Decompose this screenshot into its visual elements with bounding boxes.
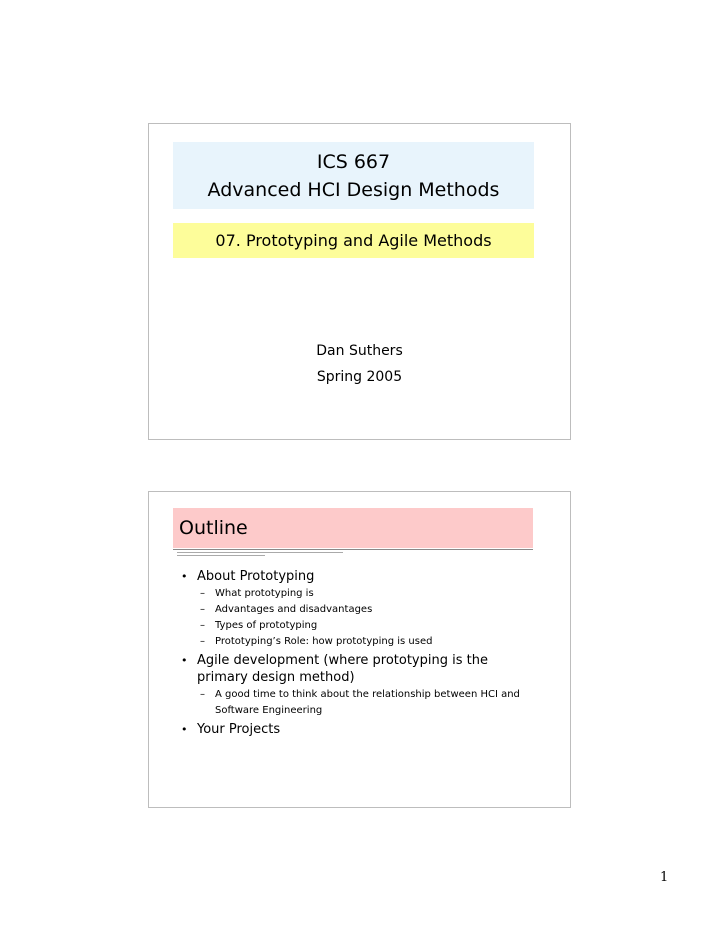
title-rule: [173, 549, 533, 550]
sub-list-item: – A good time to think about the relationship between HCI and Software Engineering: [197, 687, 535, 719]
list-item-text: Your Projects: [197, 722, 281, 737]
slide-title: [148, 123, 571, 440]
page-number: 1: [660, 870, 669, 885]
sub-list-item: – Prototyping’s Role: how prototyping is used: [197, 634, 535, 650]
term: Spring 2005: [316, 369, 403, 385]
list-item: [175, 568, 535, 650]
sub-list-item: – Types of prototyping: [197, 618, 535, 634]
list-item: [175, 652, 535, 719]
course-title: Advanced HCI Design Methods: [207, 179, 500, 201]
sub-list-item: – Advantages and disadvantages: [197, 602, 535, 618]
list-item-text: About Prototyping: [197, 569, 315, 584]
slide-title-box: [173, 142, 534, 209]
author-name: Dan Suthers: [316, 343, 403, 359]
sub-list: [197, 687, 535, 719]
lecture-subtitle: 07. Prototyping and Agile Methods: [173, 223, 534, 258]
outline-title: Outline: [173, 508, 533, 548]
title-rule-accent-short: [177, 555, 265, 556]
list-item: [175, 721, 535, 738]
sub-list: [197, 586, 535, 650]
slide-outline: [148, 491, 571, 808]
title-rule-accent: [177, 552, 343, 553]
list-item-text: Agile development (where prototyping is the primary design method): [197, 653, 488, 685]
sub-list-item: – What prototyping is: [197, 586, 535, 602]
outline-list: [175, 568, 535, 739]
course-code: ICS 667: [316, 151, 391, 173]
